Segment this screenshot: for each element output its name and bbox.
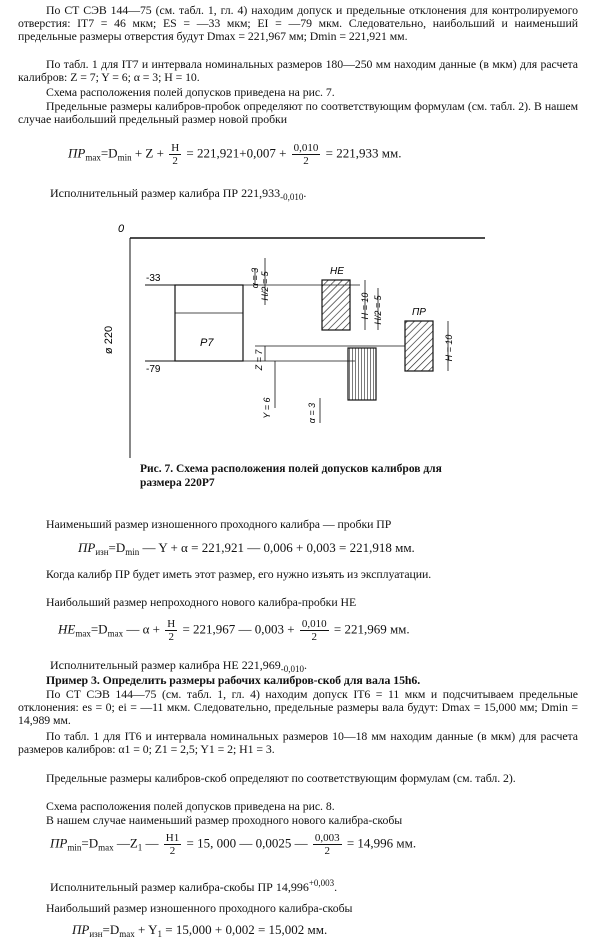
exec-size-2: Исполнительный размер калибра НЕ $221,969_{-0,010}$. bbox=[50, 658, 308, 674]
es-label: -33 bbox=[146, 273, 161, 284]
paragraph-7: Наибольший размер непроходного нового калибра-пробки НЕ bbox=[46, 595, 357, 609]
h-label-2: H = 10 bbox=[444, 334, 454, 362]
zero-label: 0 bbox=[118, 223, 125, 235]
alpha-label-2: α = 3 bbox=[307, 402, 317, 424]
ne-gauge-field bbox=[322, 280, 350, 330]
paragraph-11: Схема расположения полей допусков приведена на рис. 8. bbox=[46, 799, 335, 813]
exec-size-3: Исполнительный размер калибра-скобы ПР $14,996^{+0,003}$. bbox=[50, 878, 338, 894]
formula-pr-min-clamp: $ПР_{min}=D_{max}$ $—Z_1$ — $\frac{H1}{2}$ = 15, 000 — 0,0025 — $\frac{0,003}{2}$ = 14,996 мм. bbox=[50, 832, 417, 857]
y-label: Y = 6 bbox=[262, 397, 272, 419]
formula-pr-worn: $ПР_{изн}=D_{min}$ — Y + α = 221,921 — 0,006 + 0,003 = 221,918 мм. bbox=[78, 540, 415, 557]
alpha-label: α = 3 bbox=[250, 267, 260, 289]
wear-limit-field bbox=[348, 348, 376, 400]
paragraph-10: Предельные размеры калибров-скоб определяют по соответствующим формулам (см. табл. 2). bbox=[46, 771, 516, 785]
paragraph-3: Схема расположения полей допусков приведена на рис. 7. bbox=[46, 85, 335, 99]
paragraph-5: Наименьший размер изношенного проходного калибра — пробки ПР bbox=[46, 517, 392, 531]
exec-size-1: Исполнительный размер калибра ПР $221,933_{-0,010}$. bbox=[50, 186, 307, 202]
formula-pr-worn-clamp: $ПР_{изн}=D_{max} + Y_1 = 15,000 + 0,002 = 15,002$ мм. bbox=[72, 922, 328, 939]
z-label: Z = 7 bbox=[254, 349, 264, 371]
paragraph-4: Предельные размеры калибров-пробок определяют по соответствующим формулам (см. табл. 2). В нашем случае наибольший предельный размер новой пробки bbox=[18, 99, 578, 127]
paragraph-13: Наибольший размер изношенного проходного калибра-скобы bbox=[46, 901, 353, 915]
paragraph-8: По СТ СЭВ 144—75 (см. табл. 1, гл. 4) находим допуск IT6 = 11 мкм и подсчитываем предельные отклонения: es = 0; ei = —11 мкм. Следовательно, предельные размеры вала будут: Dmax = 15,000 мм; Dmin = 14,989 мм. bbox=[18, 687, 578, 728]
h-label-1: H = 10 bbox=[360, 292, 370, 320]
paragraph-12: В нашем случае наименьший размер проходного нового калибра-скобы bbox=[46, 813, 403, 827]
formula-pr-max: $ПР_{max}=D_{min} + Z$ + $\frac{H}{2}$ = 221,921+0,007 + $\frac{0,010}{2}$ = 221,933 мм. bbox=[68, 142, 402, 167]
pr-label: ПР bbox=[412, 307, 426, 318]
diameter-label: ø 220 bbox=[103, 325, 115, 355]
figure-caption: Рис. 7. Схема расположения полей допусков калибров для размера 220P7 bbox=[140, 463, 442, 489]
hole-field-p7 bbox=[175, 285, 243, 361]
ne-label: НЕ bbox=[330, 266, 344, 277]
example-3-heading: Пример 3. Определить размеры рабочих калибров-скоб для вала 15h6. bbox=[46, 673, 421, 687]
pr-gauge-field bbox=[405, 321, 433, 371]
h-half-label-1: H/2 = 5 bbox=[260, 271, 270, 301]
paragraph-1: По СТ СЭВ 144—75 (см. табл. 1, гл. 4) находим допуск и предельные отклонения для контролируемого отверстия: IT7 = 46 мкм; ES = —33 мкм; EI = —79 мкм. Следовательно, наибольший и наименьший предельные размеры отверстия будут Dmax = 221,967 мм; Dmin = 221,921 мм. bbox=[18, 3, 578, 44]
h-half-label-2: H/2 = 5 bbox=[373, 295, 383, 325]
field-label: P7 bbox=[200, 337, 214, 349]
formula-ne-max: $НЕ_{max}=D_{max}$ — α + $\frac{H}{2}$ = 221,967 — 0,003 + $\frac{0,010}{2}$ = 221,969 мм. bbox=[58, 618, 410, 643]
paragraph-2: По табл. 1 для IT7 и интервала номинальных размеров 180—250 мм находим данные (в мкм) для расчета калибров: Z = 7; Y = 6; α = 3; H = 10. bbox=[18, 57, 578, 85]
ei-label: -79 bbox=[146, 364, 161, 375]
paragraph-6: Когда калибр ПР будет иметь этот размер, его нужно изъять из эксплуатации. bbox=[46, 567, 432, 581]
figure-7-diagram bbox=[100, 218, 500, 460]
paragraph-9: По табл. 1 для IT6 и интервала номинальных размеров 10—18 мм находим данные (в мкм) для расчета размеров калибров: α1 = 0; Z1 = 2,5; Y1 = 2; H1 = 3. bbox=[18, 729, 578, 757]
